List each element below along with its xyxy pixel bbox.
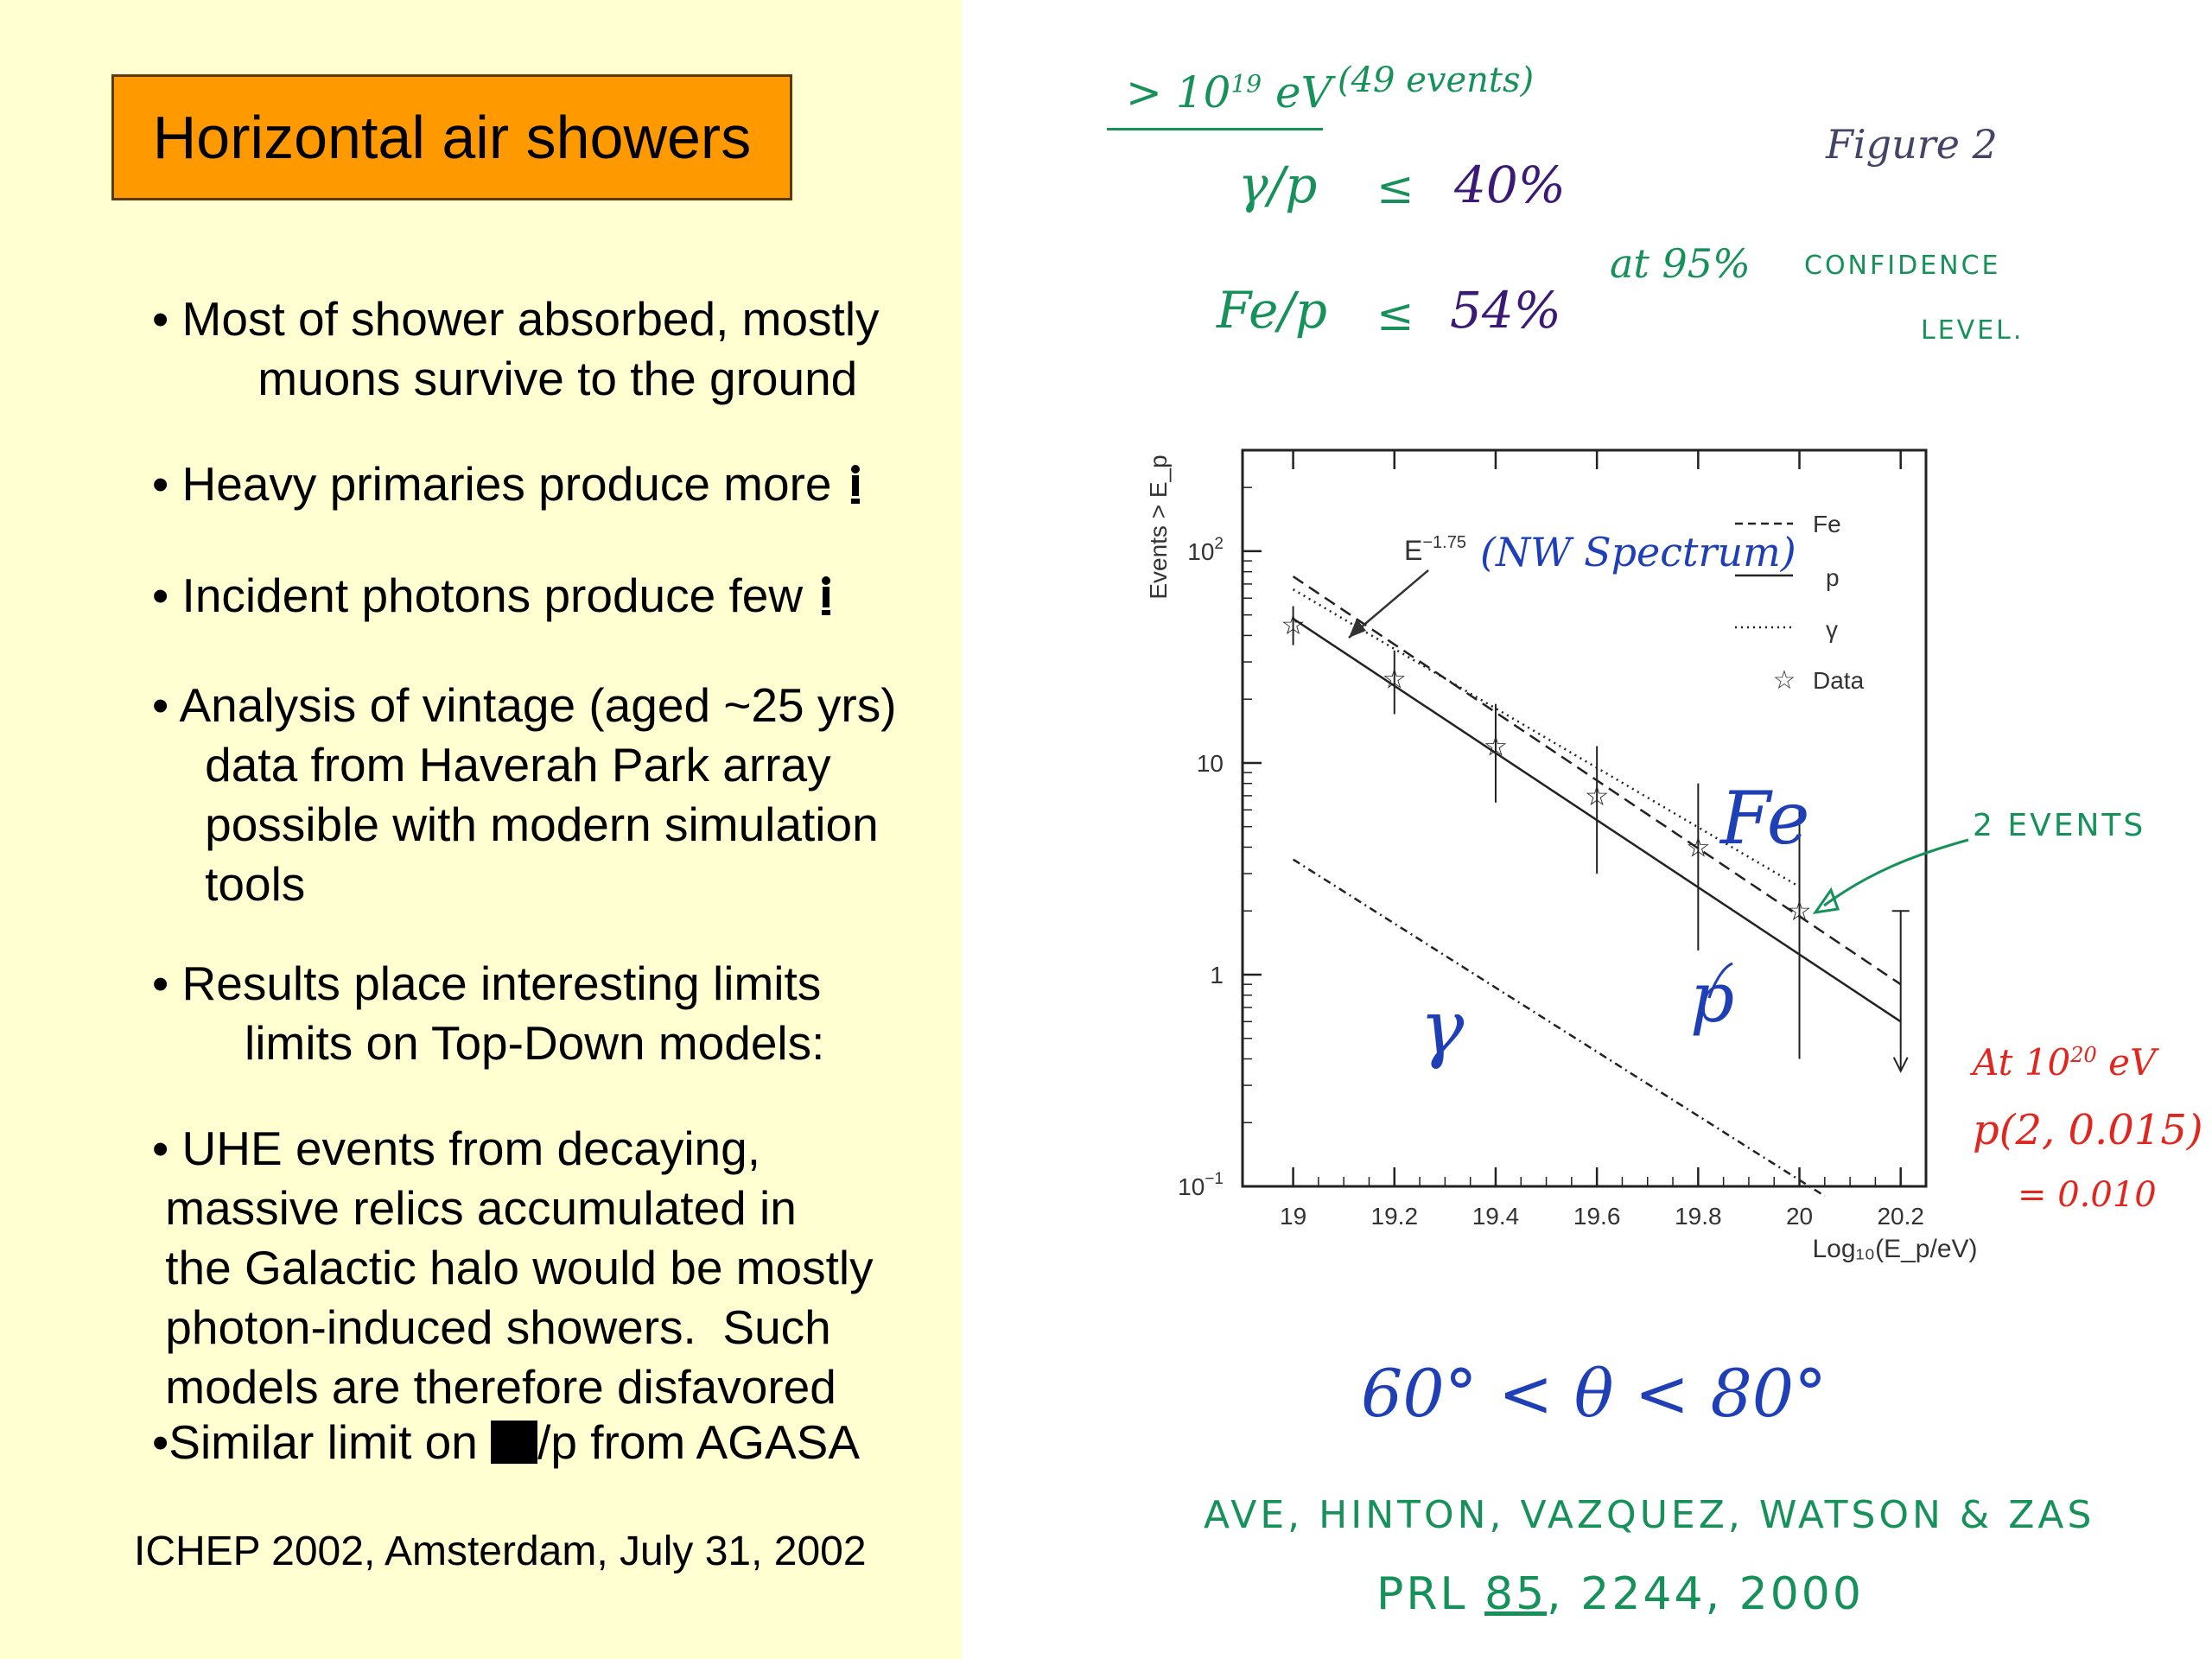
bullet-uhe-events: • UHE events from decaying, massive relics accumulated in the Galactic halo would be mostly photon-induced showers. Such models are therefore disfavored (152, 1122, 874, 1414)
legend-label-data: Data (1813, 667, 1865, 694)
legend-label-gamma: γ (1826, 616, 1838, 643)
note-poisson: p(2, 0.015) (1973, 1106, 2203, 1154)
note-at-1e20: At $10^{20}$ eV (1973, 1041, 2157, 1084)
y-tick-label: $10^2$ (1187, 534, 1224, 565)
annotation-arrowhead (1349, 619, 1366, 638)
muon-icon (845, 464, 866, 505)
legend-swatch-data-star: ☆ (1772, 666, 1796, 695)
note-level-word: LEVEL. (1921, 315, 2024, 346)
x-tick-label: 20 (1785, 1203, 1814, 1230)
note-gamma-curve: γ (1420, 985, 1465, 1071)
note-fe-curve: Fe (1720, 776, 1810, 861)
data-point: ☆ (1281, 608, 1306, 640)
legend-label-p: p (1826, 564, 1840, 591)
note-events-count: (49 events) (1338, 60, 1535, 100)
y-axis-label: Events > E_p (1145, 454, 1172, 600)
x-tick-label: 19 (1280, 1203, 1307, 1230)
legend-label-fe: Fe (1813, 511, 1841, 537)
bullet-agasa: •Similar limit on /p from AGASA (152, 1415, 861, 1469)
curve-annotation: $E^{-1.75}$ (1404, 533, 1466, 566)
title-box (111, 74, 792, 200)
x-tick-label: 19.8 (1675, 1203, 1722, 1230)
x-tick-label: 19.6 (1573, 1203, 1621, 1230)
note-confidence-word: CONFIDENCE (1804, 251, 2001, 281)
note-gamma-le: ≤ (1376, 162, 1414, 214)
data-point: ☆ (1584, 779, 1610, 811)
note-p-curve: p (1690, 957, 1735, 1038)
note-journal: PRL 85, 2244, 2000 (1376, 1568, 1864, 1620)
slide-panel (0, 0, 962, 1659)
y-tick-label: $10^{-1}$ (1178, 1170, 1224, 1200)
note-two-events: 2 EVENTS (1973, 808, 2146, 843)
x-tick-label: 19.4 (1471, 1203, 1520, 1230)
bullet-incident-photons: • Incident photons produce few (152, 566, 836, 626)
x-tick-label: 19.2 (1370, 1203, 1419, 1230)
x-tick-label: 20.2 (1877, 1203, 1924, 1230)
data-point: ☆ (1685, 831, 1711, 863)
note-zenith-range: 60° < θ < 80° (1361, 1355, 1827, 1432)
data-point: ☆ (1787, 895, 1812, 927)
slide-title: Horizontal air showers (152, 104, 752, 171)
bullet-limits: • Results place interesting limits limits on Top-Down models: (152, 957, 825, 1070)
note-nw-spectrum: (NW Spectrum) (1480, 529, 1796, 575)
note-gamma-limit: 40% (1454, 156, 1566, 214)
note-fe-limit: 54% (1450, 281, 1561, 340)
note-authors: AVE, HINTON, VAZQUEZ, WATSON & ZAS (1204, 1493, 2095, 1537)
bullet-vintage-analysis: • Analysis of vintage (aged ~25 yrs) data from Haverah Park array possible with modern simulation tools (152, 678, 897, 911)
data-point: ☆ (1483, 730, 1509, 762)
bullet-heavy-primaries: • Heavy primaries produce more (152, 454, 866, 514)
footer-citation: ICHEP 2002, Amsterdam, July 31, 2002 (134, 1529, 867, 1574)
redacted-symbol (491, 1421, 537, 1464)
muon-icon (816, 575, 836, 617)
data-point: ☆ (1382, 663, 1408, 695)
note-fe-le: ≤ (1376, 289, 1414, 341)
note-gamma-ratio: γ/p (1238, 156, 1318, 214)
two-events-arrowhead (1815, 890, 1838, 912)
bullet-absorbed: • Most of shower absorbed, mostly muons survive to the ground (152, 292, 880, 405)
note-fe-ratio: Fe/p (1217, 281, 1328, 340)
series-line-dashdot (1294, 860, 1825, 1197)
note-figure-label: Figure 2 (1826, 121, 1998, 168)
two-events-arrow (1824, 840, 1968, 906)
note-confidence-at: at 95% (1610, 240, 1751, 287)
y-tick-label: 10 (1196, 749, 1224, 777)
note-poisson-result: = 0.010 (2018, 1175, 2157, 1215)
note-energy-cut: > $10^{19}$ eV (1126, 67, 1332, 118)
annotated-figure-panel (962, 0, 2212, 1659)
y-tick-label: 1 (1210, 961, 1224, 988)
x-axis-label: Log₁₀(E_p/eV) (1812, 1235, 1978, 1263)
